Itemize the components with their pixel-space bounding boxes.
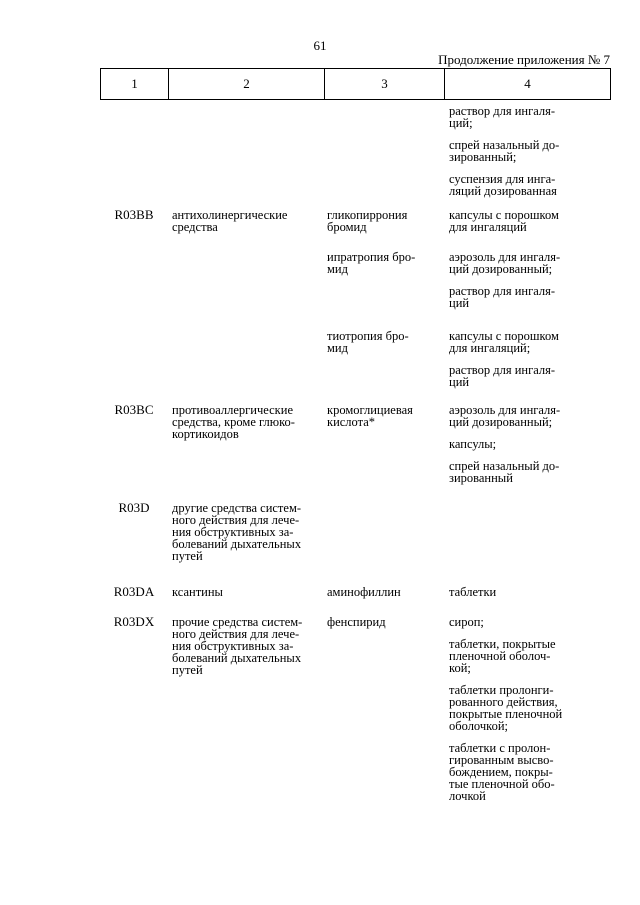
group-name: противоаллергические средства, кроме глюко- кортикоидов — [172, 403, 295, 441]
table-body — [100, 105, 610, 802]
substance-name: кромоглициевая кислота* — [327, 403, 413, 429]
substance-block — [324, 330, 604, 404]
dosage-form: капсулы с порошком для ингаляций — [449, 208, 559, 234]
dosage-form: спрей назальный до- зированный; — [449, 138, 560, 164]
substance-block — [324, 209, 604, 251]
group-name: ксантины — [172, 585, 223, 599]
atc-code: R03DX — [113, 614, 155, 629]
dosage-form: таблетки с пролон- гированным высво- бождением, покры- тые пленочной обо- лочкой — [449, 741, 555, 803]
forms-cell — [444, 404, 604, 484]
dosage-form: таблетки пролонги- рованного действия, покрытые пленочной оболочкой; — [449, 683, 563, 733]
substance-name: гликопиррония бромид — [327, 208, 408, 234]
dosage-form: таблетки, покрытые пленочной оболоч- кой; — [449, 637, 556, 675]
table-row — [100, 586, 610, 616]
substance-block — [324, 251, 604, 330]
dosage-form: раствор для ингаля- ций — [449, 284, 556, 310]
dosage-form: капсулы; — [449, 437, 497, 451]
dosage-form: аэрозоль для ингаля- ций дозированный; — [449, 250, 561, 276]
substance-name: аминофиллин — [327, 585, 401, 599]
dosage-form: раствор для ингаля- ций — [449, 363, 556, 389]
forms-cell — [444, 251, 604, 309]
table-row — [100, 502, 610, 586]
table-header — [100, 68, 611, 100]
atc-code: R03BC — [114, 402, 154, 417]
forms-cell — [444, 586, 604, 598]
header-col-4: 4 — [445, 69, 611, 100]
substance-name: фенспирид — [327, 615, 386, 629]
substance-name: тиотропия бро- мид — [327, 329, 409, 355]
dosage-form: таблетки — [449, 585, 497, 599]
dosage-form: капсулы с порошком для ингаляций; — [449, 329, 559, 355]
table-row — [100, 616, 610, 802]
table-row — [100, 105, 610, 209]
forms-cell — [444, 209, 604, 233]
atc-code: R03DA — [113, 584, 155, 599]
forms-cell — [444, 105, 604, 197]
atc-code: R03D — [118, 500, 150, 515]
group-name: другие средства систем- ного действия для лече- ния обструктивных за- болеваний дыхательных путей — [172, 501, 302, 563]
dosage-form: спрей назальный до- зированный — [449, 459, 560, 485]
substance-name: ипратропия бро- мид — [327, 250, 416, 276]
table-row — [100, 404, 610, 502]
header-col-3: 3 — [325, 69, 445, 100]
dosage-form: аэрозоль для ингаля- ций дозированный; — [449, 403, 561, 429]
header-col-1: 1 — [101, 69, 169, 100]
atc-code: R03BB — [114, 207, 154, 222]
table-row — [100, 209, 610, 404]
group-name: антихолинергические средства — [172, 208, 288, 234]
header-col-2: 2 — [169, 69, 325, 100]
dosage-form: сироп; — [449, 615, 484, 629]
dosage-form: суспензия для инга- ляций дозированная — [449, 172, 557, 198]
group-name: прочие средства систем- ного действия для лече- ния обструктивных за- болеваний дыхательных путей — [172, 615, 303, 677]
forms-cell — [444, 330, 604, 388]
continuation-label: Продолжение приложения № 7 — [438, 52, 610, 67]
forms-cell — [444, 616, 604, 802]
dosage-form: раствор для ингаля- ций; — [449, 104, 556, 130]
page-number: 61 — [313, 38, 327, 53]
